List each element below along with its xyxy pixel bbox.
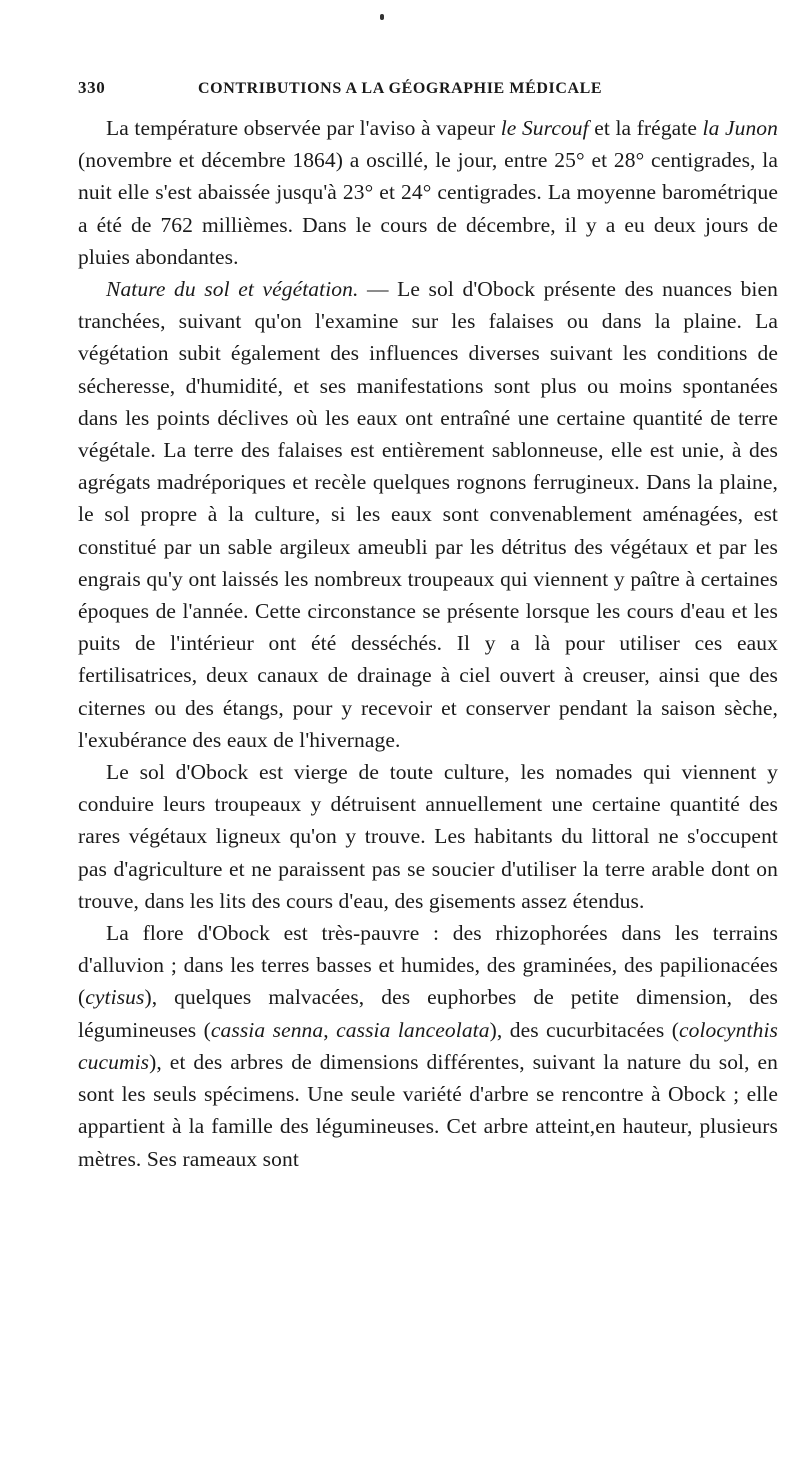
- page-header: [78, 78, 778, 112]
- italic-text: cytisus: [85, 985, 145, 1010]
- text-run: (novembre et décembre 1864) a oscillé, le jour, entre 25° et 28° centigrades, la nuit elle s'est abaissée jusqu'à 23° et 24° centigrades. La moyenne barométrique a été de 762 millièmes. Dans le cours de décembre, il y a eu deux jours de pluies abondantes.: [78, 148, 778, 269]
- paragraph: [78, 273, 778, 756]
- text-run: La température observée par l'aviso à vapeur: [106, 116, 501, 140]
- print-mark: [380, 14, 384, 20]
- page-number: 330: [78, 78, 106, 97]
- text-run: ), et des arbres de dimensions différentes, suivant la nature du sol, en sont les seuls spécimens. Une seule variété d'arbre se rencontre à Obock ; elle appartient à la famille des légumineuses. Cet arbre atteint,en hauteur, plusieurs mètres. Ses rameaux sont: [78, 1049, 778, 1171]
- text-run: Le sol d'Obock est vierge de toute culture, les nomades qui viennent y conduire leurs troupeaux y détruisent annuellement une certaine quantité des rares végétaux ligneux qu'on y trouve. Les habitants du littoral ne s'occupent pas d'agriculture et ne paraissent pas se soucier d'utiliser la terre arable dont on trouve, dans les lits des cours d'eau, des gisements assez étendus.: [78, 760, 778, 913]
- paragraph: [78, 917, 778, 1175]
- text-run: ), quelques malvacées, des euphorbes de petite dimension, des légumineuses (: [78, 985, 778, 1042]
- text-run: et la frégate: [588, 116, 703, 140]
- running-title: CONTRIBUTIONS A LA GÉOGRAPHIE MÉDICALE: [198, 80, 603, 97]
- italic-text: Nature du sol et végétation.: [106, 277, 359, 302]
- italic-text: la Junon: [702, 116, 778, 140]
- italic-text: colocynthis cucumis: [78, 1017, 778, 1074]
- text-run: ), des cucurbitacées (: [489, 1017, 679, 1042]
- italic-text: cassia lanceolata: [336, 1017, 490, 1042]
- italic-text: cassia senna: [210, 1017, 324, 1042]
- paragraph: [78, 756, 778, 917]
- paragraph: [78, 112, 778, 273]
- text-run: La flore d'Obock est très-pauvre : des rhizophorées dans les terrains d'alluvion ; dans les terres basses et humides, des graminées, des papilionacées (: [78, 921, 778, 1010]
- italic-text: le Surcouf: [500, 116, 589, 140]
- text-run: — Le sol d'Obock présente des nuances bien tranchées, suivant qu'on l'examine sur les falaises ou dans la plaine. La végétation subit également des influences diverses suivant les conditions de sécheresse, d'humidité, et ses manifestations sont plus ou moins spontanées dans les points déclives où les eaux ont entraîné une certaine quantité de terre végétale. La terre des falaises est entièrement sablonneuse, elle est unie, à des agrégats madréporiques et recèle quelques rognons ferrugineux. Dans la plaine, le sol propre à la culture, si les eaux sont convenablement aménagées, est constitué par un sable argileux ameubli par les détritus des végétaux et par les engrais qu'y ont laissés les nombreux troupeaux qui viennent y paître à certaines époques de l'année. Cette circonstance se présente lorsque les cours d'eau et les puits de l'intérieur ont été desséchés. Il y a là pour utiliser ces eaux fertilisatrices, deux canaux de drainage à ciel ouvert à creuser, ainsi que des citernes ou des étangs, pour y recevoir et conserver pendant la saison sèche, l'exubérance des eaux de l'hivernage.: [78, 277, 778, 752]
- body-text: [78, 112, 778, 1175]
- book-page: [78, 78, 778, 1175]
- text-run: ,: [323, 1017, 337, 1042]
